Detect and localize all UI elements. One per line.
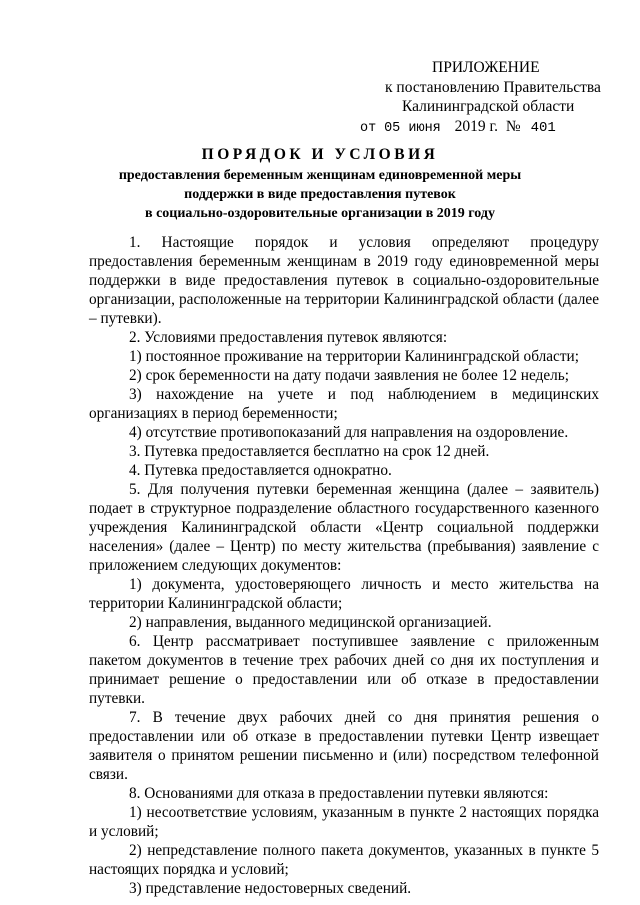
paragraph: 1) несоответствие условиям, указанным в пункте 2 настоящих порядка и условий; [89,804,599,840]
paragraph: 2) непредставление полного пакета документов, указанных в пункте 5 настоящих порядка и условий; [89,842,599,878]
paragraph: 3) представление недостоверных сведений. [129,880,412,897]
paragraph: 8. Основаниями для отказа в предоставлении путевки являются: [129,785,549,802]
subheading-line: предоставления беременным женщинам единовременной меры [118,168,522,183]
appendix-region-line: Калининградской области [402,98,575,115]
date-year: 2019 г. [454,118,499,135]
paragraph: 2) срок беременности на дату подачи заявления не более 12 недель; [129,367,570,384]
date-prefix: от [360,121,377,136]
paragraph: 3) нахождение на учете и под наблюдением в медицинских организациях в период беременности; [89,386,599,422]
paragraph: 2) направления, выданного медицинской организацией. [129,614,492,631]
appendix-resolution-line: к постановлению Правительства [385,79,601,96]
appendix-date-line [360,117,556,138]
paragraph: 7. В течение двух рабочих дней со дня принятия решения о предоставлении или об отказе в предоставлении путевки Центр извещает заявителя о принятом решении письменно и (или) посредством телефонной связи. [89,709,599,783]
date-value: 05 июня [384,121,441,136]
subheading-line: в социально-оздоровительные организации в 2019 году [145,206,495,221]
paragraph: 6. Центр рассматривает поступившее заявление с приложенным пакетом документов в течение трех рабочих дней со дня их поступления и принимает решение о предоставлении или об отказе в предоставлении путевки. [89,633,599,707]
paragraph: 5. Для получения путевки беременная женщина (далее – заявитель) подает в структурное подразделение областного государственного казенного учреждения Калининградской области «Центр социальной поддержки населения» (далее – Центр) по месту жительства (пребывания) заявление с приложением следующих документов: [89,481,599,574]
paragraph: 1) постоянное проживание на территории Калининградской области; [129,348,579,365]
document-heading: ПОРЯДОК И УСЛОВИЯ [201,146,439,163]
paragraph: 2. Условиями предоставления путевок являются: [129,329,448,346]
paragraph: 1. Настоящие порядок и условия определяют процедуру предоставления беременным женщинам в 2019 году единовременной меры поддержки в виде предоставления путевок в социально-оздоровительные организации, расположенные на территории Калининградской области (далее – путевки). [89,234,599,327]
paragraph: 4. Путевка предоставляется однократно. [129,462,392,479]
document-body [89,233,599,898]
number-value: 401 [530,120,556,136]
paragraph: 1) документа, удостоверяющего личность и место жительства на территории Калининградской области; [89,576,599,612]
paragraph: 3. Путевка предоставляется бесплатно на срок 12 дней. [129,443,490,460]
document-subheading [0,166,640,223]
number-label: № [505,118,521,135]
appendix-title: ПРИЛОЖЕНИЕ [432,59,540,76]
paragraph: 4) отсутствие противопоказаний для направления на оздоровление. [129,424,569,441]
subheading-line: поддержки в виде предоставления путевок [184,187,456,202]
